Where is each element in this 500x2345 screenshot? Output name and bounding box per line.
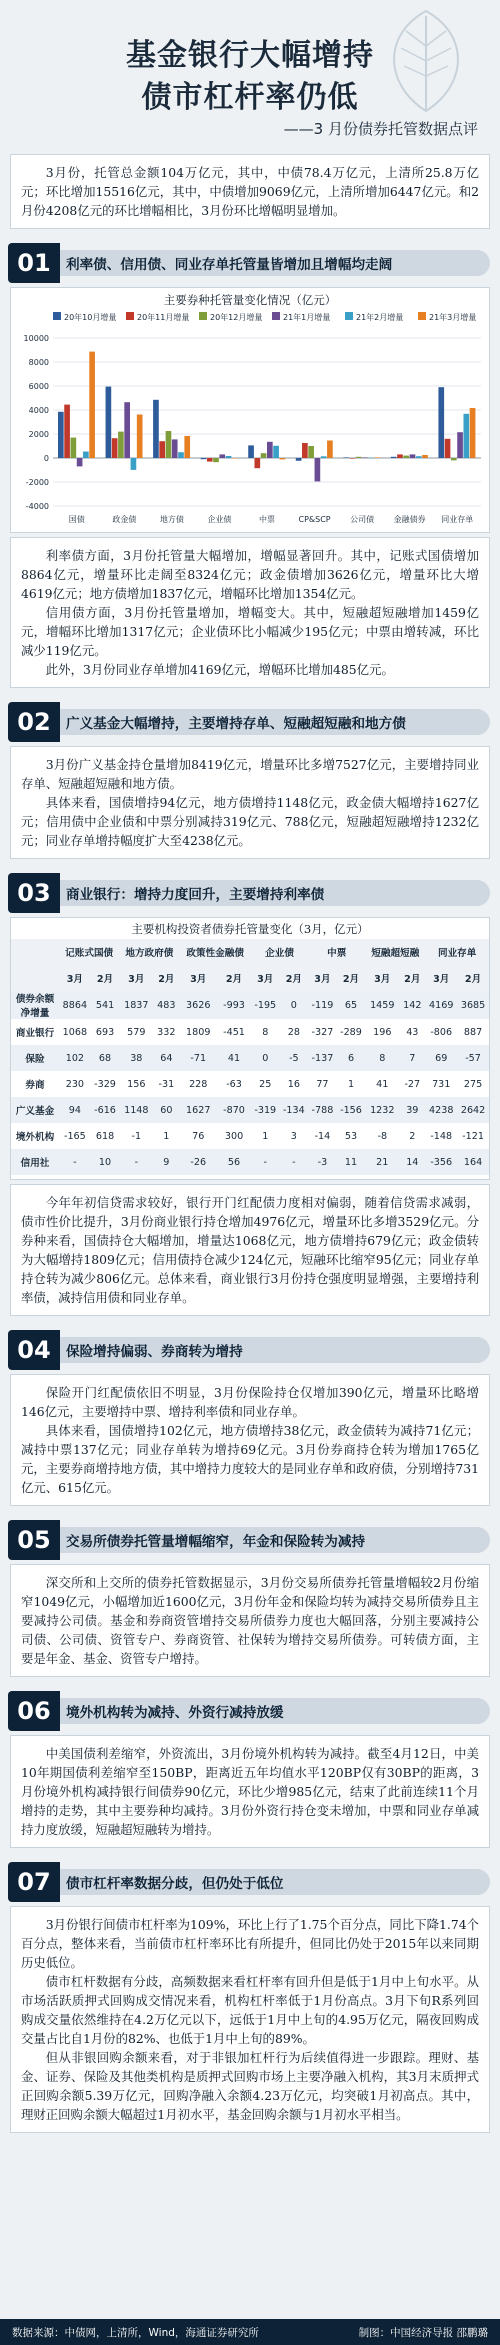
bar: [350, 458, 356, 459]
table-cell: -3: [308, 1149, 337, 1175]
bar: [184, 436, 190, 458]
table-sub-header: 2月: [217, 965, 251, 991]
table-cell: -319: [251, 1097, 280, 1123]
paragraph: 债市杠杆数据有分歧，高频数据来看杠杆率有回升但是低于1月中上旬水平。从市场活跃质押式回购成交情况来看，机构杠杆率低于1月份高点。3月下旬R系列回购成交量依然维持在4.2万亿元以下，远低于1月中上旬的4.95万亿元，隔夜回购成交量占比自1月份的82%、也低于1月中上旬的89%。: [21, 1974, 479, 2046]
page-subtitle: ——3 月份债券托管数据点评: [283, 120, 478, 138]
table-row: [11, 1019, 489, 1045]
bar: [254, 458, 260, 468]
table-sub-header: 2月: [91, 965, 120, 991]
table-group-header: 企业债: [251, 939, 308, 965]
table-group-header: 地方政府债: [119, 939, 179, 965]
bar: [89, 352, 95, 458]
investor-holdings-table-wrap: [10, 917, 490, 1180]
table-cell: 3626: [179, 991, 217, 1019]
legend-swatch: [126, 312, 134, 320]
table-cell: -71: [179, 1045, 217, 1071]
bar: [457, 432, 463, 458]
section-01-textbox: [10, 537, 490, 688]
table-cell: 887: [463, 1026, 483, 1038]
table-cell: -121: [462, 1130, 484, 1142]
table-cell: 275: [463, 1078, 483, 1090]
table-cell: -: [280, 1149, 309, 1175]
legend-swatch: [418, 312, 426, 320]
bar: [397, 454, 403, 458]
bar: [391, 457, 397, 458]
header: [0, 0, 500, 150]
table-sub-header: 3月: [308, 965, 337, 991]
table-cell: 1837: [119, 991, 153, 1019]
table-cell: 1627: [179, 1097, 217, 1123]
x-tick-label: 中票: [259, 515, 275, 524]
table-sub-header: 2月: [153, 965, 179, 991]
table-cell: 300: [224, 1130, 244, 1142]
y-tick-label: 4000: [28, 406, 49, 415]
table-cell: -993: [217, 991, 251, 1019]
paragraph: 利率债方面，3月份托管量大幅增加，增幅显著回升。其中，记账式国债增加8864亿元，增量环比走阔至8324亿元；政金债增加3626亿元，增量环比大增4619亿元；地方债增加1837亿元，增幅环比增加1354亿元。: [21, 548, 479, 601]
table-row-label: 券商: [25, 1080, 45, 1091]
table-cell: -31: [158, 1078, 175, 1090]
table-cell: 0: [280, 991, 309, 1019]
table-cell: 483: [153, 991, 179, 1019]
bar: [261, 453, 267, 458]
section-04-textbox: [10, 1374, 490, 1506]
bar: [273, 446, 279, 458]
x-tick-label: 国债: [68, 515, 85, 524]
table-corner-cell: [11, 939, 59, 991]
table-cell: -: [59, 1149, 91, 1175]
bar: [219, 454, 225, 458]
bar: [124, 402, 130, 458]
table-sub-header: 3月: [179, 965, 217, 991]
paragraph: 今年年初信贷需求较好，银行开门红配债力度相对偏弱，随着信贷需求减弱，债市性价比提升，3月份商业银行持仓增加4976亿元，增量环比多增3529亿元。分券种来看，国债持仓大幅增加，增量达1068亿元，地方债增持679亿元；政金债转为大幅增持1809亿元；信用债持仓减少124亿元，短融环比缩窄95亿元；同业存单持仓转为减少806亿元。总体来看，商业银行3月份持仓强度明显增强，主要增持利率债，减持信用债和同业存单。: [21, 1195, 479, 1305]
bar: [368, 458, 374, 459]
table-cell: 1068: [62, 1026, 88, 1038]
table-cell: 1232: [365, 1097, 399, 1123]
bar: [131, 458, 137, 470]
table-sub-header: 3月: [251, 965, 280, 991]
paragraph: 具体来看，国债增持94亿元，地方债增持1148亿元，政金债大幅增持1627亿元；信用债中企业债和中票分别减持319亿元、788亿元，短融超短融增持1232亿元；同业存单增持幅度扩大至4238亿元。: [21, 795, 479, 848]
bar: [410, 454, 416, 458]
table-group-header-row: [11, 939, 489, 965]
x-tick-label: 公司债: [350, 515, 375, 524]
table-cell: 2642: [457, 1097, 489, 1123]
paragraph: 深交所和上交所的债券托管数据显示，3月份交易所债券托管量增幅较2月份缩窄1049亿元，小幅增加近1600亿元，3月份年金和保险均转为减持交易所债券且主要减持公司债。基金和券商资管增持交易所债券力度也大幅回落，分别主要减持公司债、公司债、资管专户、券商资管、社保转为增持交易所债券。可转债方面，主要是年金、基金、资管专户增持。: [21, 1575, 479, 1666]
bar: [375, 457, 381, 458]
section-number: 03: [8, 873, 60, 913]
table-group-header: 记账式国债: [59, 939, 119, 965]
section-06-textbox: [10, 1735, 490, 1848]
section-03-header: [0, 873, 500, 913]
bar: [118, 432, 124, 458]
table-cell: 94: [59, 1097, 91, 1123]
bar: [106, 387, 112, 458]
table-sub-header: 2月: [399, 965, 425, 991]
legend-swatch: [199, 312, 207, 320]
paragraph: 信用债方面，3月份托管量增加，增幅变大。其中，短融超短融增加1459亿元，增幅环比增加1317亿元；企业债环比小幅减少195亿元；中票由增转减，环比减少119亿元。: [21, 605, 479, 658]
table-row-label: 境外机构: [15, 1132, 55, 1143]
table-cell: -63: [226, 1078, 242, 1090]
table-cell: 11: [337, 1149, 366, 1175]
table-cell: 43: [406, 1026, 419, 1038]
table-cell: 1: [262, 1130, 269, 1142]
y-tick-label: 6000: [28, 382, 49, 391]
section-title: 商业银行：增持力度回升，主要增持利率债: [66, 887, 325, 903]
bar: [178, 452, 184, 458]
x-tick-label: 企业债: [207, 515, 232, 524]
chart-title: 主要券种托管量变化情况（亿元）: [163, 293, 337, 307]
table-sub-header: 2月: [280, 965, 309, 991]
bar: [403, 456, 409, 458]
table-cell: -195: [251, 991, 280, 1019]
table-cell: 65: [337, 991, 366, 1019]
legend-swatch: [345, 312, 353, 320]
table-row: [11, 1097, 489, 1123]
table-cell: 14: [399, 1149, 425, 1175]
y-tick-label: 0: [43, 454, 49, 463]
legend-label: 20年11月增量: [137, 313, 190, 322]
table-title: 主要机构投资者债券托管量变化（3月，亿元）: [131, 922, 369, 936]
section-title: 债市杠杆率数据分歧，但仍处于低位: [66, 1876, 284, 1892]
table-cell: 64: [153, 1045, 179, 1071]
table-cell: 142: [399, 991, 425, 1019]
table-sub-header: 3月: [425, 965, 457, 991]
legend-label: 21年3月增量: [429, 313, 477, 322]
bar: [422, 455, 428, 458]
section-05-textbox: [10, 1564, 490, 1677]
section-01-header: [0, 243, 500, 283]
section-07-header: [0, 1862, 500, 1902]
table-cell: 39: [399, 1097, 425, 1123]
section-number: 05: [8, 1520, 60, 1560]
table-cell: -119: [308, 991, 337, 1019]
table-cell: 0: [251, 1045, 280, 1071]
paragraph: 此外，3月份同业存单增加4169亿元，增幅环比增加485亿元。: [45, 662, 394, 677]
bar: [267, 442, 273, 458]
table-cell: 6: [337, 1045, 366, 1071]
table-cell: -788: [308, 1097, 337, 1123]
bar: [302, 443, 308, 458]
table-cell: 8: [262, 1026, 269, 1038]
paragraph: 但从非银回购余额来看，对于非银加杠杆行为后续值得进一步跟踪。理财、基金、证券、保险及其他类机构是质押式回购市场上主要净融入机构，其3月末质押式正回购余额5.39万亿元，回购净融入余额4.23万亿元，均突破1月初高点。其中，理财正回购余额大幅超过1月初水平，基金回购余额与1月初水平相当。: [21, 2050, 479, 2122]
table-cell: 8864: [59, 991, 91, 1019]
bar: [232, 458, 238, 459]
table-cell: 156: [127, 1078, 146, 1090]
bar: [463, 414, 469, 458]
table-cell: 28: [287, 1026, 300, 1038]
table-cell: -329: [94, 1078, 116, 1090]
x-tick-label: CP&SCP: [298, 515, 331, 524]
bar: [445, 439, 451, 458]
table-cell: 69: [425, 1045, 457, 1071]
paragraph: 具体来看，国债增持102亿元，地方债增持38亿元，政金债转为减持71亿元；减持中票137亿元；同业存单转为增持69亿元。3月份券商持仓转为增加1765亿元，主要券商增持地方债，其中增持力度较大的是同业存单和政府债，分别增持731亿元、615亿元。: [21, 1423, 479, 1495]
table-cell: 38: [119, 1045, 153, 1071]
page-title-line-2: 债市杠杆率仍低: [141, 80, 359, 115]
y-tick-label: 2000: [28, 430, 49, 439]
table-cell: 1: [347, 1078, 355, 1090]
bar: [356, 457, 362, 458]
bar: [438, 387, 444, 458]
table-cell: -134: [280, 1097, 309, 1123]
table-cell: -: [251, 1149, 280, 1175]
section-title: 广义基金大幅增持，主要增持存单、短融超短融和地方债: [66, 716, 406, 732]
table-row: [11, 1149, 489, 1175]
table-cell: -: [119, 1149, 153, 1175]
table-cell: -451: [223, 1026, 245, 1038]
table-cell: 3: [290, 1130, 297, 1142]
table-cell: -14: [314, 1130, 331, 1142]
section-title: 交易所债券托管量增幅缩窄，年金和保险转为减持: [66, 1534, 366, 1550]
table-cell: 1459: [365, 991, 399, 1019]
section-number: 07: [8, 1862, 60, 1902]
table-sub-header: 3月: [365, 965, 399, 991]
footer-source: 数据来源：中债网，上清所，Wind，海通证券研究所: [12, 2327, 259, 2339]
table-cell: 77: [316, 1078, 329, 1090]
table-cell: -137: [308, 1045, 337, 1071]
bar: [213, 458, 219, 462]
bar: [327, 440, 333, 458]
table-cell: -148: [430, 1130, 453, 1142]
page-title-line-1: 基金银行大幅增持: [126, 38, 374, 73]
table-body: [11, 991, 489, 1175]
x-tick-label: 金融债券: [393, 515, 426, 524]
intro-paragraph: 3月份，托管总金额104万亿元，其中，中债78.4万亿元，上清所25.8万亿元；环比增加15516亿元，其中，中债增加9069亿元，上清所增加6447亿元。和2月份4208亿元的环比增幅相比，3月份环比增幅明显增加。: [21, 165, 479, 218]
legend-swatch: [53, 312, 61, 320]
section-04-header: [0, 1330, 500, 1370]
bar: [296, 458, 302, 461]
section-07-textbox: [10, 1906, 490, 2133]
section-title: 保险增持偏弱、券商转为增持: [66, 1344, 243, 1360]
bar: [159, 441, 165, 458]
bar: [64, 405, 70, 458]
table-cell: -616: [91, 1097, 120, 1123]
table-cell: 4169: [425, 991, 457, 1019]
table-group-header: 短融超短融: [365, 939, 425, 965]
table-group-header: 政策性金融债: [179, 939, 251, 965]
table-cell: 2: [409, 1130, 416, 1142]
table-cell: -870: [217, 1097, 251, 1123]
table-cell: 618: [95, 1130, 115, 1142]
table-row: [11, 1071, 489, 1097]
table-cell: 53: [344, 1130, 358, 1142]
bar: [71, 438, 77, 458]
section-title: 利率债、信用债、同业存单托管量皆增加且增幅均走阔: [66, 257, 393, 273]
y-tick-label: -4000: [25, 502, 49, 511]
table-cell: 228: [189, 1078, 208, 1090]
paragraph: 保险开门红配债依旧不明显，3月份保险持仓仅增加390亿元，增量环比略增146亿元，主要增持中票、增持利率债和同业存单。: [21, 1385, 479, 1419]
table-cell: 25: [259, 1078, 272, 1090]
bar: [248, 445, 254, 458]
bar: [362, 457, 368, 458]
table-cell: 16: [287, 1078, 300, 1090]
table-cell: 230: [65, 1078, 85, 1090]
bar: [308, 446, 314, 458]
section-05-header: [0, 1520, 500, 1560]
bar: [83, 452, 89, 458]
table-row-label: 保险: [11, 1045, 59, 1071]
table-cell: 9: [153, 1149, 179, 1175]
bar: [153, 400, 159, 458]
table-sub-header: 3月: [59, 965, 91, 991]
bar: [166, 431, 172, 458]
table-cell: -27: [404, 1078, 421, 1090]
section-02-textbox: [10, 746, 490, 859]
legend-label: 20年10月增量: [64, 313, 117, 322]
footer-editor: 制图：中国经济导报 邵鹏璐: [358, 2327, 488, 2339]
section-03-textbox: [10, 1184, 490, 1316]
table-cell: 3685: [457, 991, 489, 1019]
bar: [172, 439, 178, 458]
y-tick-label: 8000: [28, 358, 49, 367]
table-cell: -156: [337, 1097, 366, 1123]
table-cell: 60: [153, 1097, 179, 1123]
legend-label: 21年1月增量: [283, 313, 331, 322]
table-cell: 10: [91, 1149, 120, 1175]
table-cell: 8: [365, 1045, 399, 1071]
paragraph: 中美国债利差缩窄，外资流出，3月份境外机构转为减持。截至4月12日，中美10年期国债利差缩窄至150BP，距离近五年均值水平120BP仅有30BP的距离，3月份境外机构减持银行间债券90亿元，环比少增985亿元，结束了此前连续11个月增持的走势，其中主要券种均减持。3月份外资行持仓变未增加，中票和同业存单减持力度放缓，短融超短融转为增持。: [21, 1746, 479, 1837]
table-cell: 332: [157, 1026, 176, 1038]
table-cell: 579: [127, 1026, 146, 1038]
table-cell: -356: [425, 1149, 457, 1175]
table-cell: 1809: [186, 1026, 211, 1038]
paragraph: 3月份广义基金持仓量增加8419亿元，增量环比多增7527亿元，主要增持同业存单、短融超短融和地方债。: [21, 757, 479, 791]
bar: [112, 438, 118, 458]
bar: [470, 408, 476, 458]
table-sub-header-row: [11, 965, 489, 991]
table-cell: 1148: [119, 1097, 153, 1123]
section-number: 06: [8, 1691, 60, 1731]
table-cell: -327: [311, 1026, 334, 1038]
table-group-header: 中票: [308, 939, 365, 965]
table-cell: 41: [376, 1078, 389, 1090]
table-row-label: 商业银行: [15, 1028, 55, 1039]
bar: [321, 456, 327, 458]
intro-textbox: [10, 154, 490, 229]
bar: [137, 414, 143, 458]
table-cell: -26: [179, 1149, 217, 1175]
bond-custody-chart: [10, 287, 490, 533]
legend-label: 21年2月增量: [356, 313, 404, 322]
paragraph: 3月份银行间债市杠杆率为109%，环比上行了1.75个百分点，同比下降1.74个百分点，整体来看，当前债市杠杆率环比有所提升，但同比仍处于2015年以来同期历史低位。: [21, 1917, 479, 1970]
table-cell: 7: [399, 1045, 425, 1071]
table-cell: 4238: [425, 1097, 457, 1123]
table-cell: 731: [432, 1078, 451, 1090]
table-cell: 76: [192, 1130, 205, 1142]
bar: [201, 458, 207, 459]
table-cell: 164: [457, 1149, 489, 1175]
bar: [416, 456, 422, 458]
table-cell: 196: [373, 1026, 392, 1038]
x-tick-label: 政金债: [112, 515, 137, 524]
table-cell: -165: [63, 1130, 86, 1142]
footer: [0, 2319, 500, 2345]
table-cell: -57: [457, 1045, 489, 1071]
table-sub-header: 3月: [119, 965, 153, 991]
table-cell: 68: [91, 1045, 120, 1071]
table-sub-header: 2月: [337, 965, 366, 991]
table-row-label: 广义基金: [11, 1097, 59, 1123]
table-row-label: 债券余额净增量: [11, 991, 59, 1019]
table-cell: 693: [95, 1026, 115, 1038]
table-cell: -806: [430, 1026, 453, 1038]
table-cell: -8: [377, 1130, 388, 1142]
table-cell: -1: [131, 1130, 142, 1142]
section-06-header: [0, 1691, 500, 1731]
bar: [315, 458, 321, 481]
bar: [226, 456, 232, 458]
table-cell: 41: [217, 1045, 251, 1071]
table-cell: 56: [217, 1149, 251, 1175]
y-tick-label: -2000: [25, 478, 49, 487]
table-cell: -5: [280, 1045, 309, 1071]
table-row-label: 信用社: [11, 1149, 59, 1175]
table-group-header: 同业存单: [425, 939, 489, 965]
table-cell: 21: [365, 1149, 399, 1175]
legend-swatch: [272, 312, 280, 320]
table-row: [11, 991, 489, 1019]
investor-holdings-table: [11, 939, 489, 1175]
bar: [207, 458, 213, 462]
x-tick-label: 地方债: [159, 515, 184, 524]
table-sub-header: 2月: [457, 965, 489, 991]
table-cell: -289: [340, 1026, 362, 1038]
section-number: 02: [8, 702, 60, 742]
bar: [343, 457, 349, 458]
table-cell: 102: [59, 1045, 91, 1071]
section-title: 境外机构转为减持、外资行减持放缓: [66, 1705, 284, 1721]
table-cell: 541: [91, 991, 120, 1019]
y-tick-label: 10000: [23, 334, 49, 343]
table-cell: 1: [163, 1130, 170, 1142]
section-number: 01: [8, 243, 60, 283]
bar: [280, 458, 286, 459]
legend-label: 20年12月增量: [210, 313, 263, 322]
section-02-header: [0, 702, 500, 742]
x-tick-label: 同业存单: [441, 515, 474, 524]
table-row: [11, 1123, 489, 1149]
bar: [58, 412, 64, 458]
bar: [77, 458, 83, 466]
section-number: 04: [8, 1330, 60, 1370]
table-row: [11, 1045, 489, 1071]
bar: [451, 458, 457, 460]
bar-chart: [11, 308, 489, 528]
